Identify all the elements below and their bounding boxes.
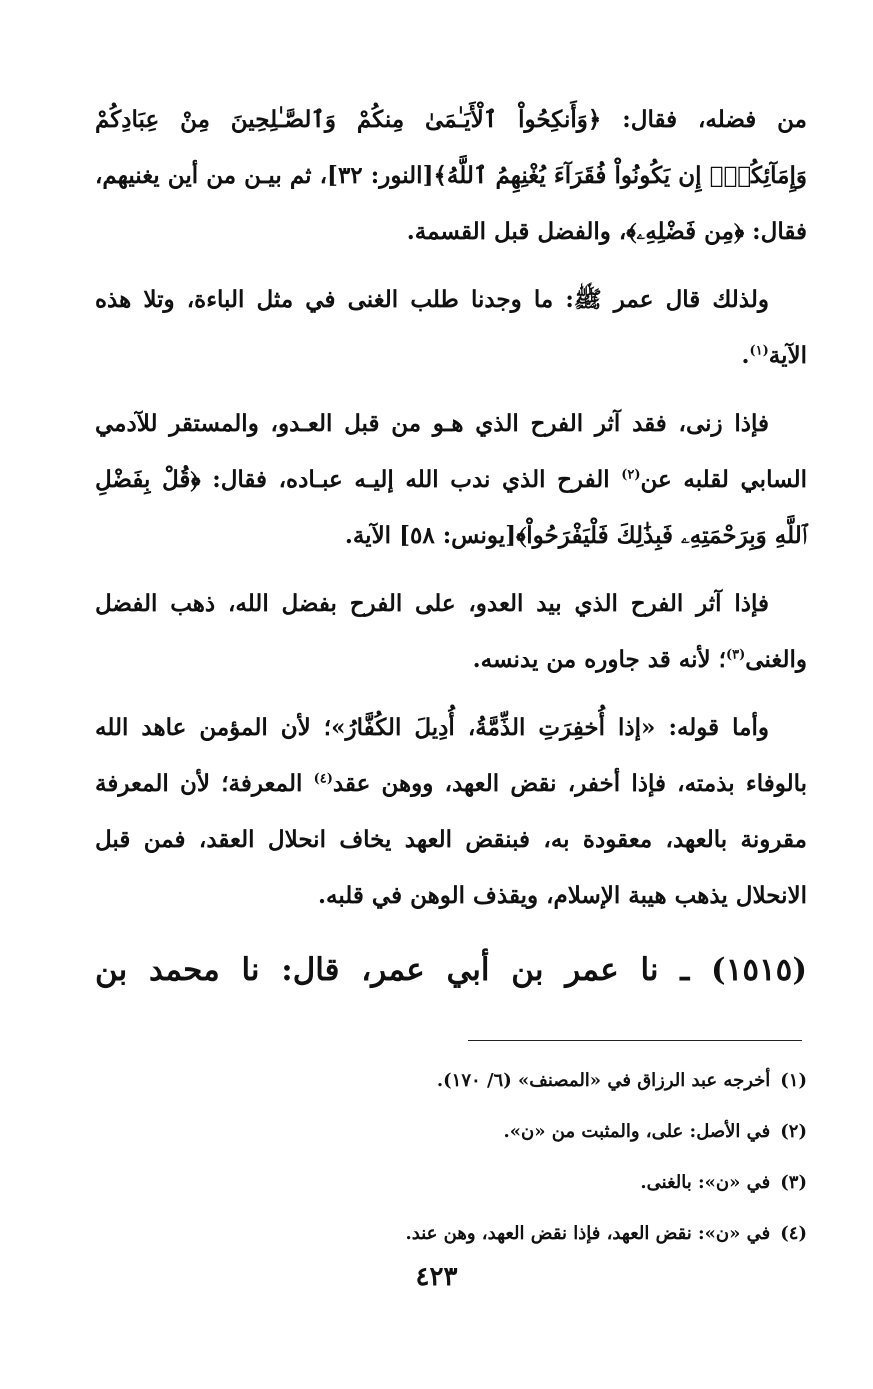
footnote-divider <box>468 1040 802 1041</box>
text-segment: ؛ لأن المؤمن عاهد الله بالوفاء بذمته، فإذا أخفر، نقض العهد، ووهن عقد <box>95 714 807 797</box>
footnote-ref[interactable]: (١) <box>749 343 769 359</box>
paragraph-5 <box>95 700 807 924</box>
footnote-number: (٣) <box>780 1172 807 1193</box>
text-segment: المعرفة؛ لأن المعرفة مقرونة بالعهد، معقودة به، فبنقض العهد يخاف انحلال العقد، فمن قبل الانحلال يذهب هيبة الإسلام، ويقذف الوهن في قلبه. <box>95 770 807 909</box>
footnote-ref[interactable]: (٤) <box>313 771 333 787</box>
text-segment: . <box>741 342 750 369</box>
page-number: ٤٢٣ <box>415 1262 458 1292</box>
footnote-3 <box>95 1157 807 1208</box>
text-segment: ، والفضل قبل القسمة. <box>406 218 627 245</box>
footnote-number: (١) <box>780 1070 807 1091</box>
text-segment: وأما قوله: <box>655 714 770 741</box>
paragraph-3 <box>95 396 807 564</box>
paragraph-4 <box>95 576 807 688</box>
footnote-ref[interactable]: (٢) <box>621 467 641 483</box>
text-segment: [النور: ٣٢]، ثم بيـن من أين يغنيهم، فقال: <box>95 162 807 245</box>
footnotes <box>95 1055 807 1259</box>
text-segment: فإذا زنى، فقد آثر الفرح الذي هـو من قبل العـدو، والمستقر للآدمي السابي لقلبه عن <box>95 410 807 493</box>
paragraph-1 <box>95 92 807 260</box>
quran-verse: ﴿قُلْ بِفَضْلِ ٱللَّهِ وَبِرَحْمَتِهِۦ فَبِذَٰلِكَ فَلْيَفْرَحُواْ﴾ <box>95 466 807 549</box>
footnote-ref[interactable]: (٣) <box>725 647 746 663</box>
hadith-quote: «إذا أُخفِرَتِ الذِّمَّةُ، أُدِيلَ الكُفَّارُ» <box>331 714 656 741</box>
text-segment: فإذا آثر الفرح الذي بيد العدو، على الفرح بفضل الله، ذهب الفضل والغنى <box>95 590 807 673</box>
footnote-number: (٤) <box>780 1223 807 1244</box>
main-text <box>95 92 807 936</box>
footnote-text: في «ن»: بالغنى. <box>640 1172 771 1193</box>
footnote-text: في «ن»: نقض العهد، فإذا نقض العهد، وهن عند. <box>405 1223 771 1244</box>
text-segment: من فضله، فقال: <box>601 106 808 133</box>
footnote-number: (٢) <box>780 1121 807 1142</box>
hadith-chain-heading: (١٥١٥) ـ نا عمر بن أبي عمر، قال: نا محمد بن <box>95 952 807 988</box>
footnote-4 <box>95 1208 807 1259</box>
footnote-1 <box>95 1055 807 1106</box>
quran-verse: ﴿مِن فَضْلِهِۦ﴾ <box>626 218 745 245</box>
text-segment: [يونس: ٥٨] الآية. <box>344 522 517 549</box>
text-segment: ؛ لأنه قد جاوره من يدنسه. <box>472 646 726 673</box>
footnote-text: في الأصل: على، والمثبت من «ن». <box>503 1121 771 1142</box>
footnote-2 <box>95 1106 807 1157</box>
text-segment: ولذلك قال عمر ﷺ: ما وجدنا طلب الغنى في مثل الباءة، وتلا هذه الآية <box>95 286 807 369</box>
footnote-text: أخرجه عبد الرزاق في «المصنف» (٦/ ١٧٠). <box>436 1070 771 1091</box>
paragraph-2 <box>95 272 807 384</box>
quran-verse: ﴿وَأَنكِحُواْ ٱلْأَيَـٰمَىٰ مِنكُمْ وَٱلصَّـٰلِحِينَ مِنْ عِبَادِكُمْ وَإِمَآئِكُمْۚ إِن يَكُونُواْ فُقَرَآءَ يُغْنِهِمُ ٱللَّهُ﴾ <box>95 106 807 189</box>
text-segment: الفرح الذي ندب الله إليـه عبـاده، فقال: <box>200 466 622 493</box>
